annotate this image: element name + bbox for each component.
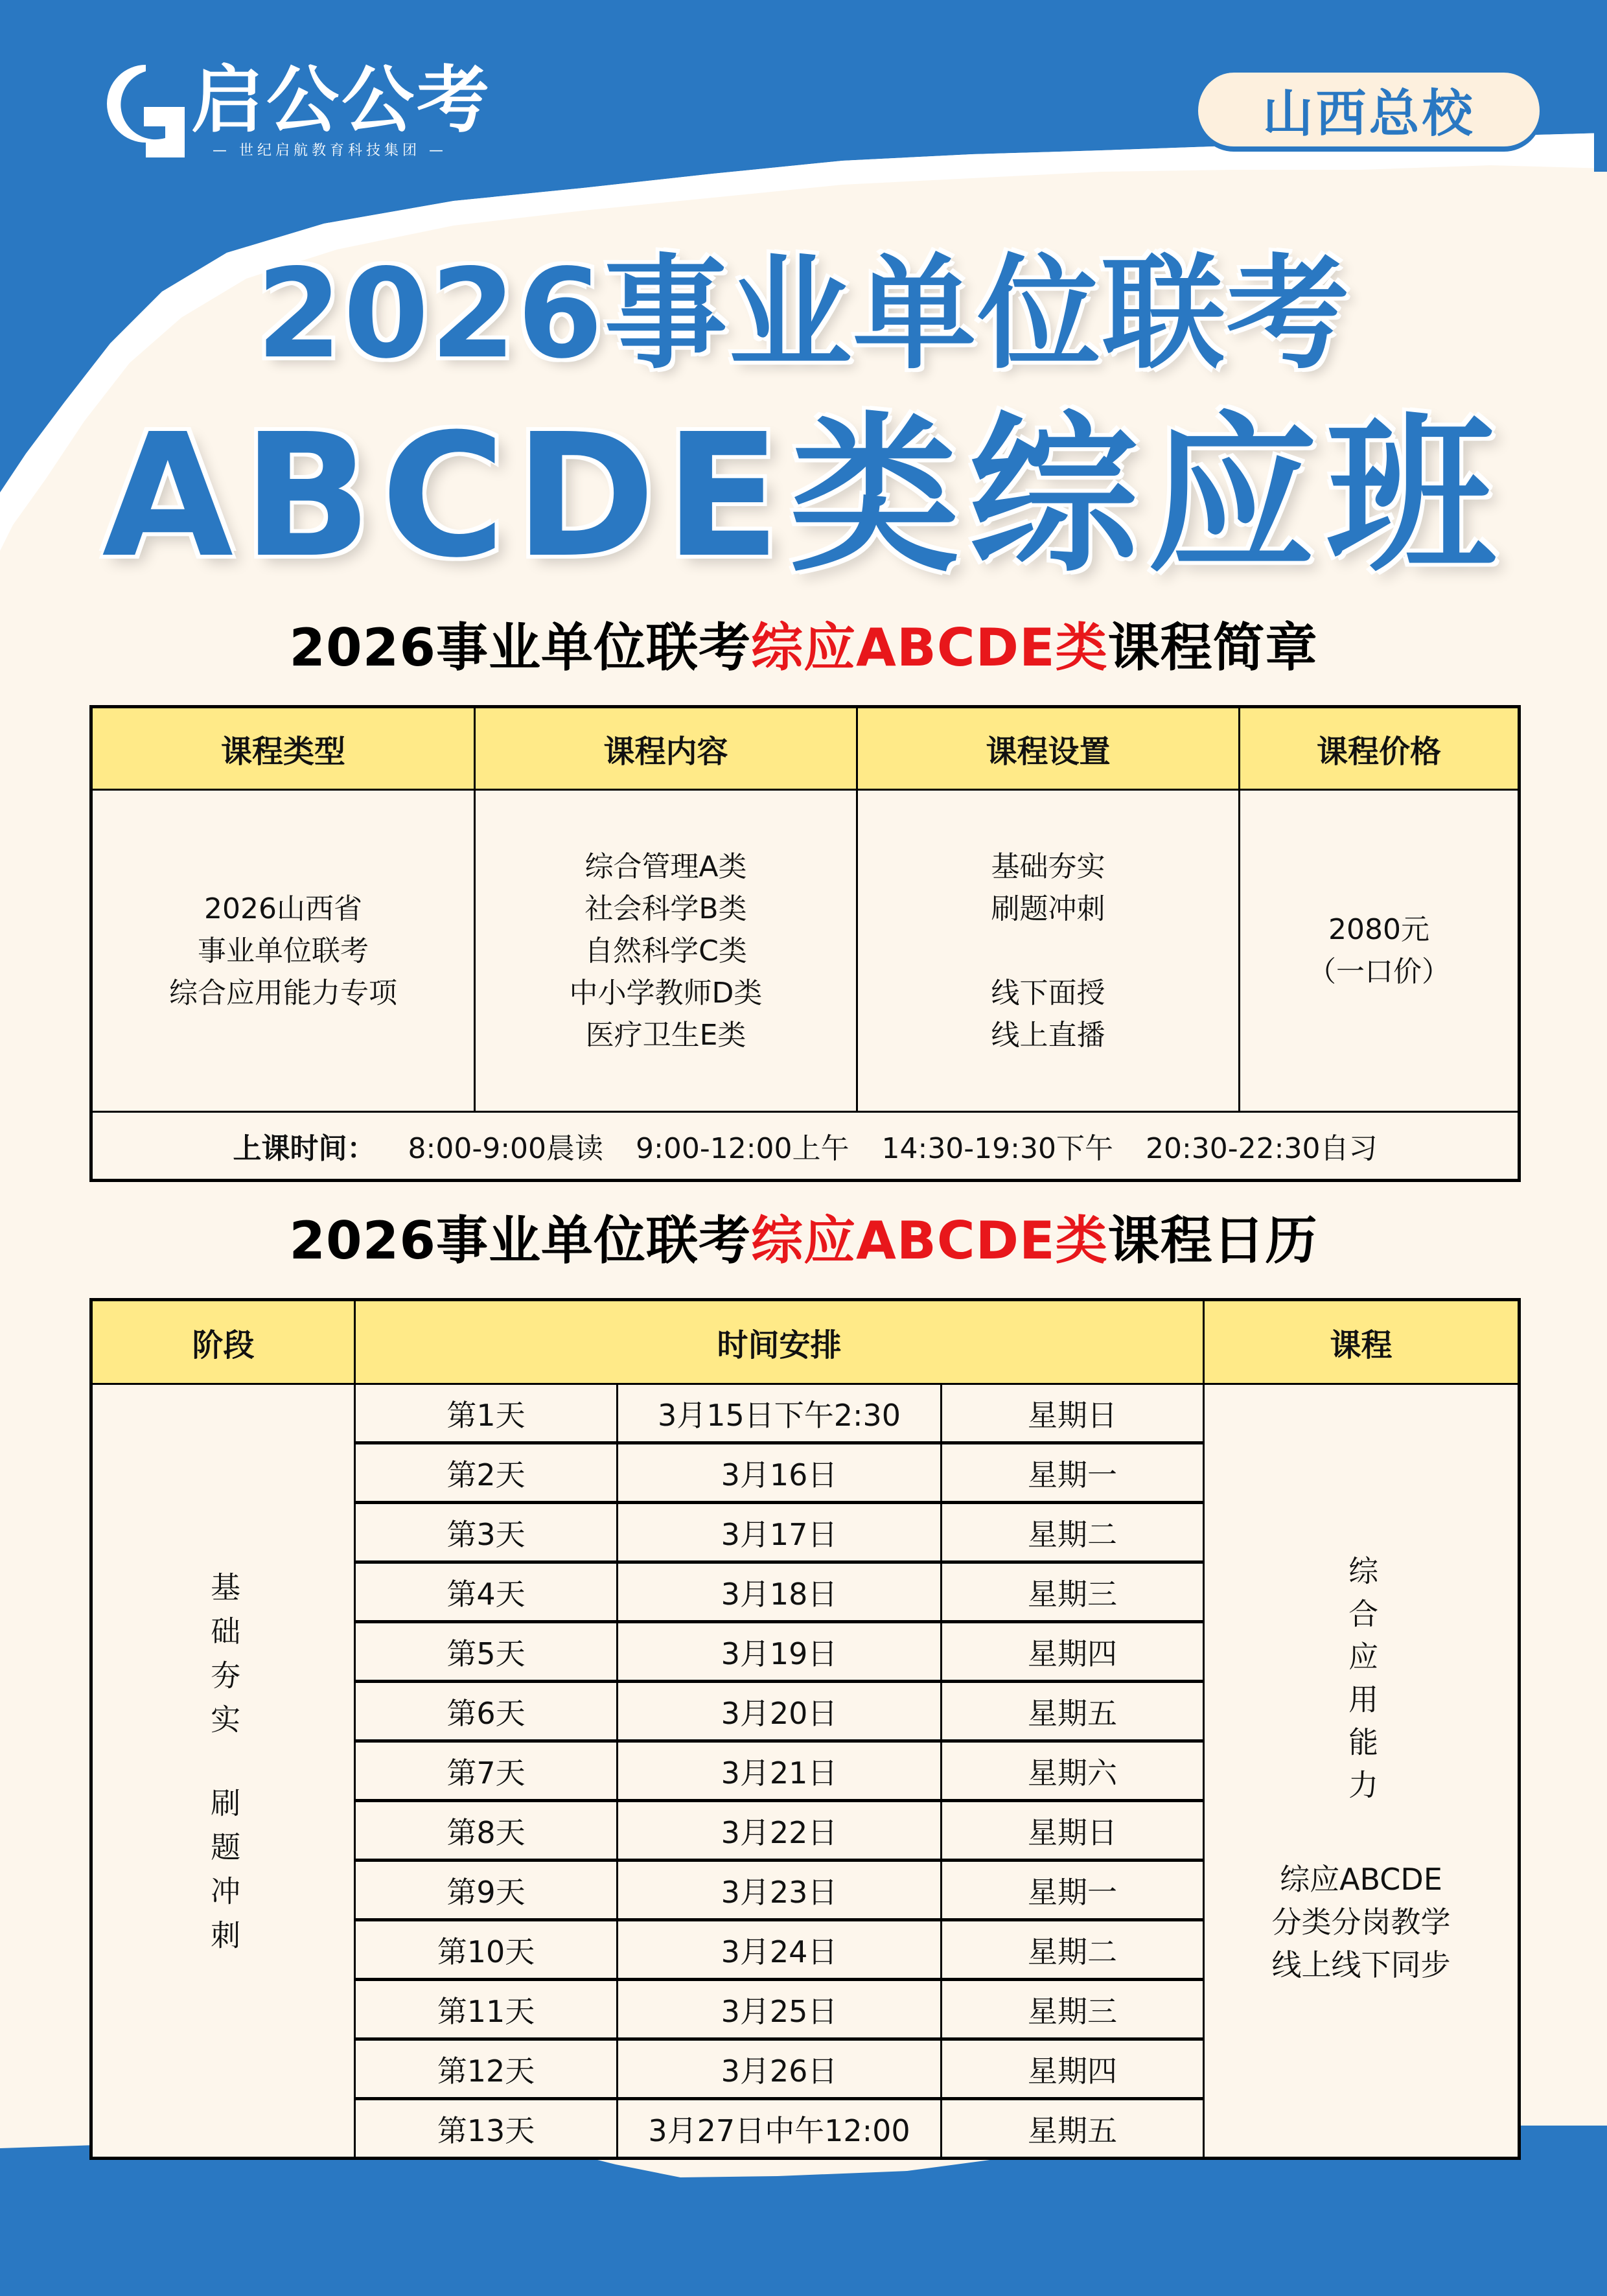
brand-tagline: — 世纪启航教育科技集团 —: [213, 143, 447, 159]
logo-q-mark-icon: [104, 62, 188, 159]
schedule-slot: 8:00-9:00晨读: [408, 1132, 604, 1165]
brochure-body-row: [91, 790, 1520, 1112]
schedule-cell: [91, 1112, 1520, 1181]
course-content-line: 综合管理A类: [584, 850, 747, 883]
schedule-slot: 20:30-22:30自习: [1145, 1132, 1378, 1165]
calendar-date-cell: 3月26日: [618, 2039, 942, 2099]
schedule-row: [91, 1112, 1520, 1181]
calendar-day-cell: 第2天: [355, 1443, 618, 1503]
calendar-weekday-cell: 星期二: [942, 1920, 1204, 1980]
course-type-line: 事业单位联考: [198, 934, 369, 968]
calendar-table: [89, 1298, 1521, 2160]
schedule-slot: 14:30-19:30下午: [881, 1132, 1113, 1165]
title-prefix: 2026事业单位联考: [289, 618, 751, 678]
calendar-day-cell: 第9天: [355, 1861, 618, 1920]
calendar-date-cell: 3月27日中午12:00: [618, 2099, 942, 2159]
course-setup-line: 线下面授: [991, 976, 1105, 1010]
title-prefix: 2026事业单位联考: [289, 1211, 751, 1271]
schedule-slot: 9:00-12:00上午: [636, 1132, 850, 1165]
calendar-weekday-cell: 星期二: [942, 1503, 1204, 1562]
course-content-line: 医疗卫生E类: [585, 1018, 746, 1052]
calendar-day-cell: 第13天: [355, 2099, 618, 2159]
calendar-date-cell: 3月17日: [618, 1503, 942, 1562]
calendar-date-cell: 3月22日: [618, 1801, 942, 1861]
calendar-date-cell: 3月20日: [618, 1682, 942, 1741]
calendar-date-cell: 3月18日: [618, 1562, 942, 1622]
course-note-line: 线上线下同步: [1271, 1947, 1451, 1982]
calendar-day-cell: 第7天: [355, 1741, 618, 1801]
header-course: 课程: [1204, 1300, 1520, 1384]
stage-cell: [91, 1384, 355, 2159]
course-content-cell: [475, 790, 857, 1112]
course-note: [1205, 1858, 1518, 1986]
calendar-weekday-cell: 星期日: [942, 1801, 1204, 1861]
price-amount: 2080元: [1328, 913, 1429, 946]
course-content-line: 中小学教师D类: [569, 976, 763, 1010]
brochure-table: [89, 705, 1521, 1182]
title-suffix: 课程简章: [1107, 618, 1318, 678]
stage-text-part2: 刷题冲刺: [206, 1787, 242, 1964]
stage-text-part1: 基础夯实: [206, 1571, 242, 1748]
calendar-day-cell: 第1天: [355, 1384, 618, 1443]
price-note: （一口价）: [1308, 955, 1450, 988]
hero-title-line2: ABCDE类综应班: [102, 397, 1505, 595]
calendar-day-cell: 第12天: [355, 2039, 618, 2099]
calendar-weekday-cell: 星期三: [942, 1980, 1204, 2039]
calendar-section-title: [0, 1211, 1607, 1271]
calendar-weekday-cell: 星期五: [942, 1682, 1204, 1741]
header-course-type: 课程类型: [91, 707, 475, 790]
calendar-date-cell: 3月25日: [618, 1980, 942, 2039]
title-highlight: 综应ABCDE类: [751, 1211, 1108, 1271]
campus-badge: 山西总校: [1196, 73, 1542, 149]
calendar-weekday-cell: 星期五: [942, 2099, 1204, 2159]
calendar-day-cell: 第8天: [355, 1801, 618, 1861]
schedule-label: 上课时间：: [233, 1132, 376, 1165]
course-setup-line: 基础夯实: [991, 850, 1105, 883]
calendar-day-cell: 第11天: [355, 1980, 618, 2039]
calendar-day-cell: 第3天: [355, 1503, 618, 1562]
calendar-weekday-cell: 星期四: [942, 2039, 1204, 2099]
course-type-line: 2026山西省: [204, 892, 362, 925]
calendar-date-cell: 3月15日下午2:30: [618, 1384, 942, 1443]
calendar-weekday-cell: 星期三: [942, 1562, 1204, 1622]
brochure-header-row: [91, 707, 1520, 790]
calendar-weekday-cell: 星期六: [942, 1741, 1204, 1801]
header-stage: 阶段: [91, 1300, 355, 1384]
spacer: [858, 930, 1238, 972]
course-note-line: 综应ABCDE: [1280, 1862, 1442, 1897]
calendar-date-cell: 3月19日: [618, 1622, 942, 1682]
calendar-date-cell: 3月21日: [618, 1741, 942, 1801]
calendar-header-row: [91, 1300, 1520, 1384]
header-course-content: 课程内容: [475, 707, 857, 790]
course-cell: [1204, 1384, 1520, 2159]
hero-title-line1: 2026事业单位联考: [256, 242, 1351, 386]
calendar-weekday-cell: 星期一: [942, 1861, 1204, 1920]
calendar-date-cell: 3月16日: [618, 1443, 942, 1503]
brochure-section-title: [0, 618, 1607, 678]
course-vertical-text: 综合应用能力: [1344, 1555, 1380, 1812]
calendar-day-cell: 第5天: [355, 1622, 618, 1682]
calendar-weekday-cell: 星期四: [942, 1622, 1204, 1682]
calendar-weekday-cell: 星期一: [942, 1443, 1204, 1503]
header-schedule: 时间安排: [355, 1300, 1204, 1384]
header-course-price: 课程价格: [1240, 707, 1520, 790]
calendar-day-cell: 第6天: [355, 1682, 618, 1741]
title-highlight: 综应ABCDE类: [751, 618, 1108, 678]
course-setup-cell: [857, 790, 1240, 1112]
header-course-setup: 课程设置: [857, 707, 1240, 790]
course-type-line: 综合应用能力专项: [169, 976, 397, 1010]
calendar-day-cell: 第10天: [355, 1920, 618, 1980]
brand-logo: [104, 58, 492, 165]
calendar-date-cell: 3月24日: [618, 1920, 942, 1980]
brand-name: 启公公考: [191, 58, 492, 143]
calendar-body: [91, 1384, 1520, 2159]
calendar-row: [91, 1384, 1520, 1443]
calendar-date-cell: 3月23日: [618, 1861, 942, 1920]
course-setup-line: 刷题冲刺: [991, 892, 1105, 925]
calendar-weekday-cell: 星期日: [942, 1384, 1204, 1443]
course-setup-line: 线上直播: [991, 1018, 1105, 1052]
title-suffix: 课程日历: [1107, 1211, 1318, 1271]
course-content-line: 社会科学B类: [584, 892, 747, 925]
course-type-cell: [91, 790, 475, 1112]
course-note-line: 分类分岗教学: [1271, 1905, 1451, 1940]
course-price-cell: [1240, 790, 1520, 1112]
calendar-day-cell: 第4天: [355, 1562, 618, 1622]
spacer: [93, 1755, 354, 1787]
course-content-line: 自然科学C类: [584, 934, 747, 968]
